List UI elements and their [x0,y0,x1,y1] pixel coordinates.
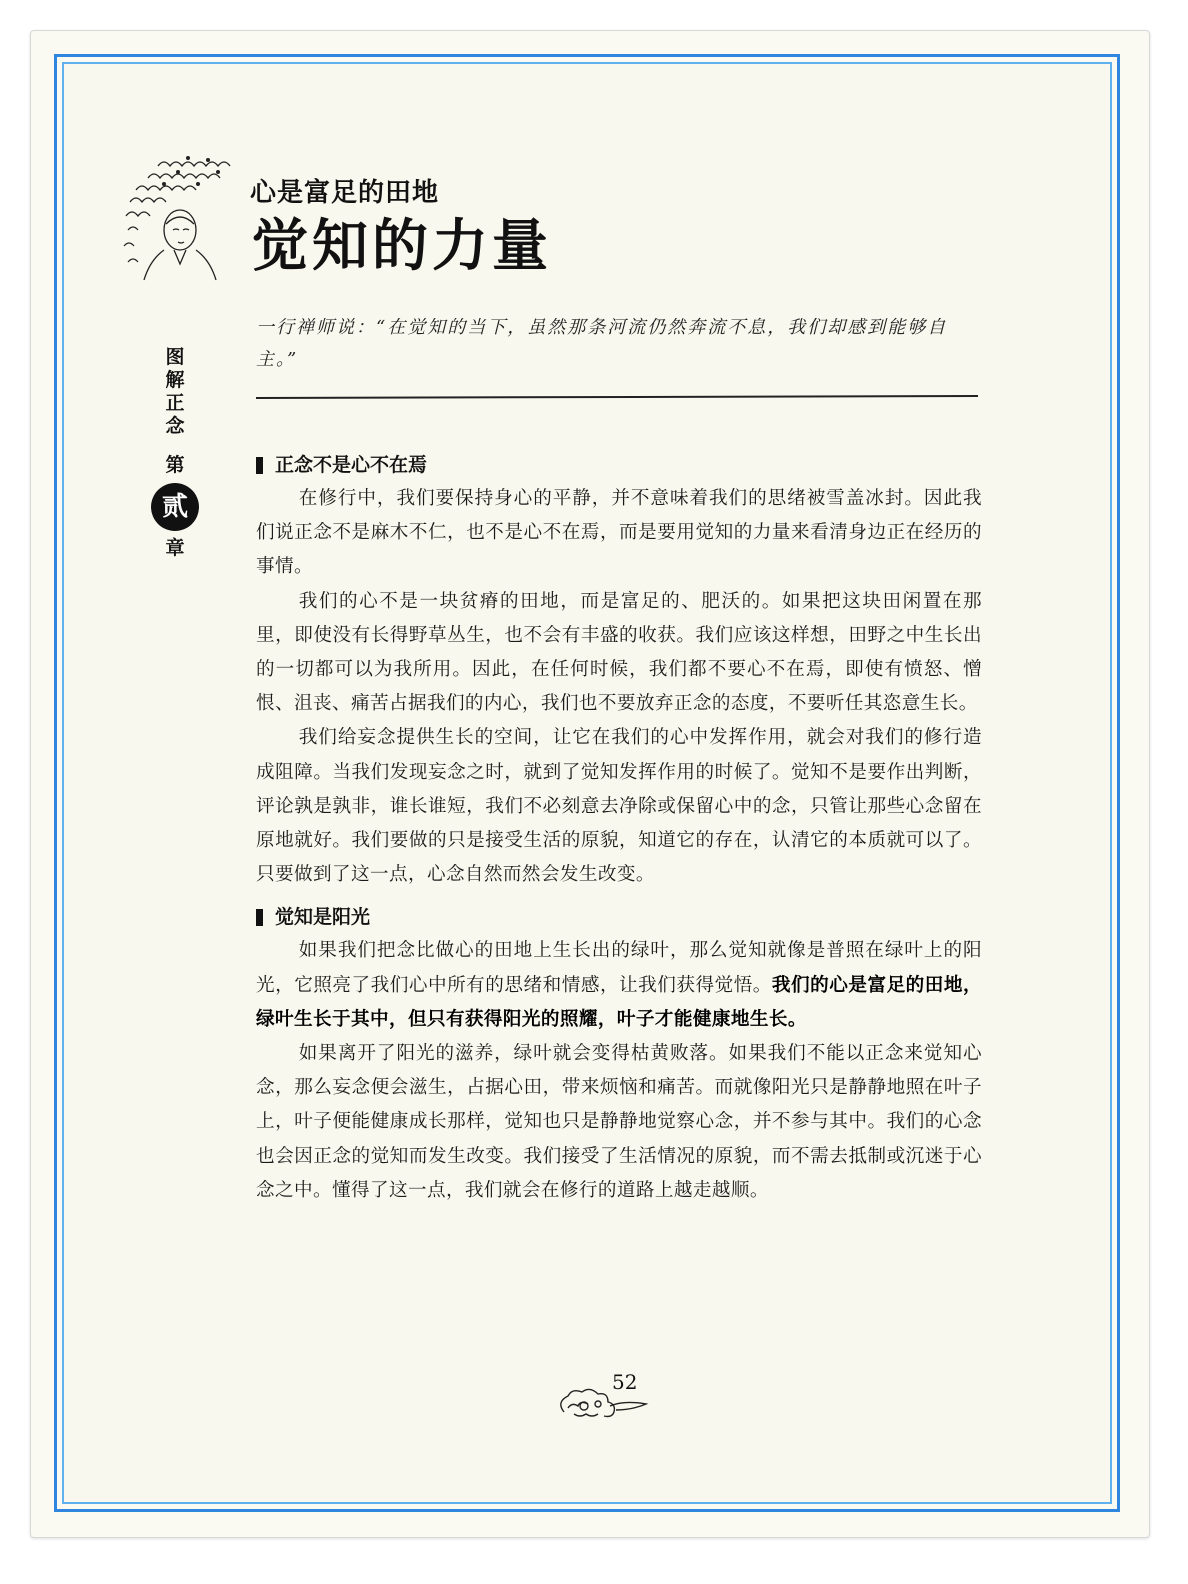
chapter-prefix: 第 [165,454,185,476]
monk-illustration [118,146,242,284]
chapter-subtitle: 心是富足的田地 [250,178,440,208]
paragraph: 如果离开了阳光的滋养，绿叶就会变得枯黄败落。如果我们不能以正念来觉知心念，那么妄念便会滋生，占据心田，带来烦恼和痛苦。而就像阳光只是静静地照在叶子上，叶子便能健康成长那样，觉知也只是静静地觉察心念，并不参与其中。我们的心念也会因正念的觉知而发生改变。我们接受了生活情况的原貌，而不需去抵制或沉迷于心念之中。懂得了这一点，我们就会在修行的道路上越走越顺。 [256,1043,982,1201]
paragraph-text: 如果我们把念比做心的田地上生长出的绿叶，那么觉知就像是普照在绿叶上的阳光，它照亮了我们心中所有的思绪和情感，让我们获得觉悟。 [256,940,982,996]
side-chapter-label [150,346,200,560]
book-title-char: 正 [165,392,185,414]
book-title-char: 图 [165,346,185,368]
section-2 [256,902,982,1208]
section-heading-text: 正念不是心不在焉 [275,454,428,476]
body-text [256,450,982,1208]
section-heading [256,902,982,932]
section-title: 觉知的力量 [252,213,552,279]
section-heading-text: 觉知是阳光 [275,906,371,929]
section-1 [256,450,982,892]
section-heading [256,450,982,480]
epigraph-quote: 一行禅师说：“在觉知的当下，虽然那条河流仍然奔流不息，我们却感到能够自主。” [256,317,948,370]
heading-marker [256,909,263,926]
paragraph [256,934,982,1037]
paragraph: 在修行中，我们要保持身心的平静，并不意味着我们的思绪被雪盖冰封。因此我们说正念不是麻木不仁，也不是心不在焉，而是要用觉知的力量来看清身边正在经历的事情。 [256,488,982,578]
paragraph: 我们的心不是一块贫瘠的田地，而是富足的、肥沃的。如果把这块田闲置在那里，即使没有长得野草丛生，也不会有丰盛的收获。我们应该这样想，田野之中生长出的一切都可以为我所用。因此，在任何时候，我们都不要心不在焉，即使有愤怒、憎恨、沮丧、痛苦占据我们的内心，我们也不要放弃正念的态度，不要听任其恣意生长。 [256,590,982,715]
cloud-ornament-icon [554,1384,650,1424]
paragraph-bold-text: 我们的心是富足的田地，绿叶生长于其中，但只有获得阳光的照耀，叶子才能健康地生长。 [256,974,982,1030]
paragraph: 我们给妄念提供生长的空间，让它在我们的心中发挥作用，就会对我们的修行造成阻障。当我们发现妄念之时，就到了觉知发挥作用的时候了。觉知不是要作出判断，评论孰是孰非，谁长谁短，我们不必刻意去净除或保留心中的念，只管让那些心念留在原地就好。我们要做的只是接受生活的原貌，知道它的存在，认清它的本质就可以了。只要做到了这一点，心念自然而然会发生改变。 [256,727,982,886]
page-number: 52 [612,1370,638,1394]
chapter-suffix: 章 [165,537,185,559]
chapter-number-badge: 贰 [151,483,199,531]
book-title-char: 念 [165,415,185,437]
heading-marker [256,457,263,474]
book-title-char: 解 [165,369,185,391]
